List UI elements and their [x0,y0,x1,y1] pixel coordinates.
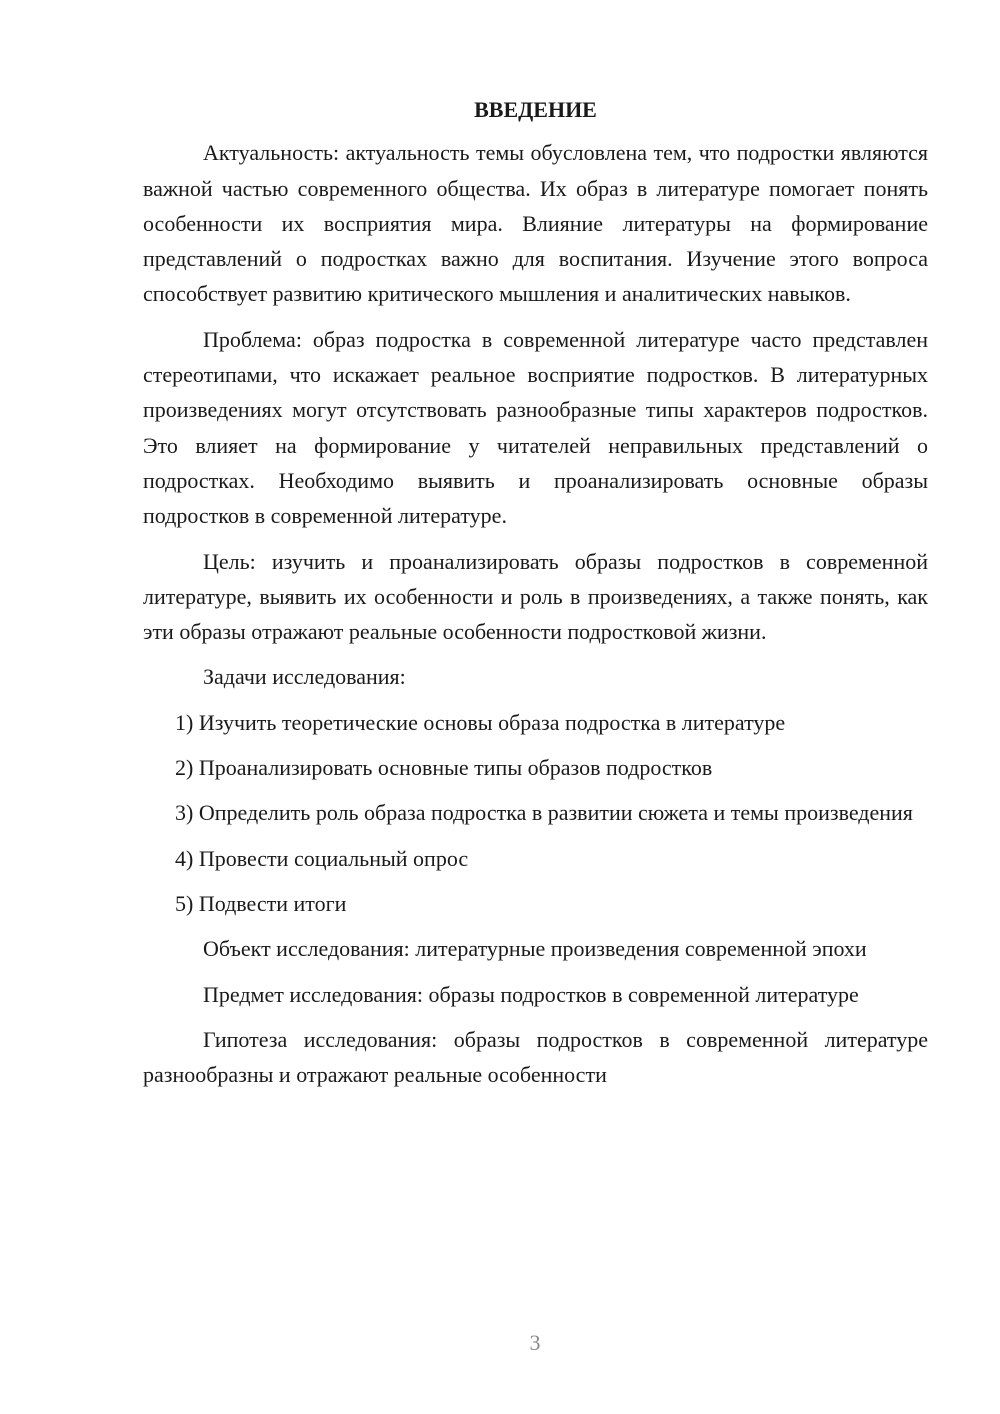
page-title: ВВЕДЕНИЕ [474,97,597,122]
subject-paragraph: Предмет исследования: образы подростков в современной литературе [203,981,859,1007]
tasks-title: Задачи исследования: [203,664,406,690]
hypothesis-paragraph: Гипотеза исследования: образы подростков в современной литературе разнообразны и отражают реальные особенности [143,1026,928,1088]
object-paragraph: Объект исследования: литературные произведения современной эпохи [203,936,867,962]
text-column [143,92,928,1102]
task-item: 4) Провести социальный опрос [175,845,469,871]
relevance-paragraph: Актуальность: актуальность темы обусловлена тем, что подростки являются важной частью современного общества. Их образ в литературе помогает понять особенности их восприятия мира. Влияние литературы на формирование представлений о подростках важно для воспитания. Изучение этого вопроса способствует развитию критического мышления и аналитических навыков. [143,140,928,307]
task-item: 3) Определить роль образа подростка в развитии сюжета и темы произведения [175,800,913,826]
page-number: 3 [529,1330,541,1355]
task-item: 2) Проанализировать основные типы образов подростков [175,755,713,781]
task-item: 1) Изучить теоретические основы образа подростка в литературе [175,709,786,735]
goal-paragraph: Цель: изучить и проанализировать образы подростков в современной литературе, выявить их особенности и роль в произведениях, а также понять, как эти образы отражают реальные особенности подростковой жизни. [143,548,928,645]
problem-paragraph: Проблема: образ подростка в современной литературе часто представлен стереотипами, что искажает реальное восприятие подростков. В литературных произведениях могут отсутствовать разнообразные типы характеров подростков. Это влияет на формирование у читателей неправильных представлений о подростках. Необходимо выявить и проанализировать основные образы подростков в современной литературе. [143,326,928,529]
task-item: 5) Подвести итоги [175,890,347,916]
